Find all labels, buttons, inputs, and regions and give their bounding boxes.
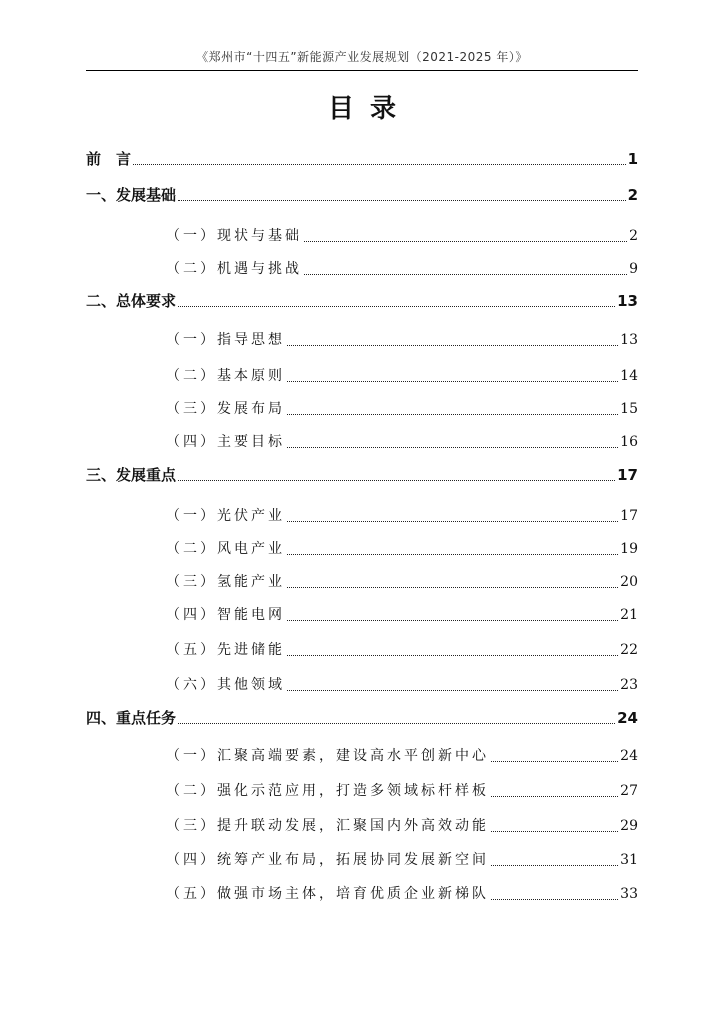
toc-entry-page-number: 31 (620, 852, 638, 868)
dot-leader (287, 345, 618, 346)
dot-leader (178, 723, 615, 724)
toc-entry-label: （二）机遇与挑战 (166, 261, 302, 277)
toc-entry[interactable] (166, 674, 638, 696)
toc-entry-label: （二）基本原则 (166, 368, 285, 384)
dot-leader (133, 164, 626, 165)
toc-entry-page-number: 15 (620, 401, 638, 417)
toc-entry[interactable] (166, 431, 638, 453)
dot-leader (287, 655, 618, 656)
toc-entry-label: （四）主要目标 (166, 434, 285, 450)
toc-title: 目录 (327, 94, 412, 124)
toc-entry-label: （二）强化示范应用，打造多领域标杆样板 (166, 783, 489, 799)
dot-leader (287, 414, 618, 415)
toc-entry[interactable] (166, 398, 638, 420)
toc-entry-label: 三、发展重点 (86, 466, 177, 484)
dot-leader (491, 796, 618, 797)
toc-entry[interactable] (166, 883, 638, 905)
toc-entry-page-number: 14 (620, 368, 638, 384)
toc-entry-page-number: 23 (620, 677, 638, 693)
toc-entry[interactable] (166, 745, 638, 767)
header-rule (86, 70, 638, 71)
dot-leader (304, 241, 627, 242)
toc-entry-label: （三）发展布局 (166, 401, 285, 417)
toc-entry-page-number: 13 (620, 332, 638, 348)
dot-leader (287, 690, 618, 691)
running-header: 《郑州市“十四五”新能源产业发展规划（2021-2025 年）》 (196, 50, 528, 64)
dot-leader (287, 521, 618, 522)
toc-entry-label: （四）统筹产业布局，拓展协同发展新空间 (166, 852, 489, 868)
dot-leader (287, 447, 618, 448)
dot-leader (287, 381, 618, 382)
toc-entry-page-number: 9 (629, 261, 638, 277)
dot-leader (304, 274, 627, 275)
toc-entry-page-number: 16 (620, 434, 638, 450)
toc-entry[interactable] (166, 571, 638, 593)
toc-entry-page-number: 17 (620, 508, 638, 524)
toc-entry[interactable] (166, 815, 638, 837)
toc-entry-label: （一）汇聚高端要素，建设高水平创新中心 (166, 748, 489, 764)
toc-entry-label: （六）其他领域 (166, 677, 285, 693)
toc-entry[interactable] (166, 329, 638, 351)
toc-entry-label: （五）做强市场主体，培育优质企业新梯队 (166, 886, 489, 902)
toc-entry-label: （三）提升联动发展，汇聚国内外高效动能 (166, 818, 489, 834)
toc-entry-page-number: 24 (620, 748, 638, 764)
toc-entry-page-number: 2 (629, 228, 638, 244)
toc-entry[interactable] (166, 538, 638, 560)
toc-entry[interactable] (86, 184, 638, 206)
toc-entry[interactable] (86, 707, 638, 729)
toc-entry-page-number: 33 (620, 886, 638, 902)
dot-leader (178, 306, 615, 307)
toc-entry-label: （一）现状与基础 (166, 228, 302, 244)
dot-leader (491, 865, 618, 866)
toc-entry[interactable] (166, 849, 638, 871)
toc-entry[interactable] (86, 464, 638, 486)
dot-leader (491, 899, 618, 900)
dot-leader (491, 831, 618, 832)
dot-leader (287, 620, 618, 621)
toc-entry-page-number: 21 (620, 607, 638, 623)
toc-entry-label: 四、重点任务 (86, 709, 177, 727)
toc-entry[interactable] (166, 365, 638, 387)
toc-entry[interactable] (166, 225, 638, 247)
toc-entry-page-number: 1 (627, 150, 638, 168)
toc-entry-label: 一、发展基础 (86, 186, 177, 204)
toc-entry-label: （五）先进储能 (166, 642, 285, 658)
toc-entry-page-number: 22 (620, 642, 638, 658)
dot-leader (178, 480, 615, 481)
toc-entry-page-number: 24 (617, 709, 638, 727)
toc-entry-label: 前 言 (86, 150, 132, 168)
toc-entry-page-number: 20 (620, 574, 638, 590)
toc-entry[interactable] (166, 604, 638, 626)
dot-leader (178, 200, 626, 201)
toc-entry-page-number: 17 (617, 466, 638, 484)
toc-entry-label: （二）风电产业 (166, 541, 285, 557)
toc-entry-page-number: 27 (620, 783, 638, 799)
toc-entry-label: （三）氢能产业 (166, 574, 285, 590)
toc-entry-label: （一）指导思想 (166, 332, 285, 348)
toc-entry-label: 二、总体要求 (86, 292, 177, 310)
toc-entry-page-number: 19 (620, 541, 638, 557)
toc-entry[interactable] (166, 639, 638, 661)
toc-entry[interactable] (166, 505, 638, 527)
toc-entry-label: （一）光伏产业 (166, 508, 285, 524)
toc-entry-page-number: 2 (627, 186, 638, 204)
toc-entry-page-number: 29 (620, 818, 638, 834)
dot-leader (287, 587, 618, 588)
toc-entry-page-number: 13 (617, 292, 638, 310)
toc-entry[interactable] (86, 290, 638, 312)
toc-entry[interactable] (86, 148, 638, 170)
toc-entry-label: （四）智能电网 (166, 607, 285, 623)
dot-leader (491, 761, 618, 762)
dot-leader (287, 554, 618, 555)
toc-entry[interactable] (166, 258, 638, 280)
toc-entry[interactable] (166, 780, 638, 802)
